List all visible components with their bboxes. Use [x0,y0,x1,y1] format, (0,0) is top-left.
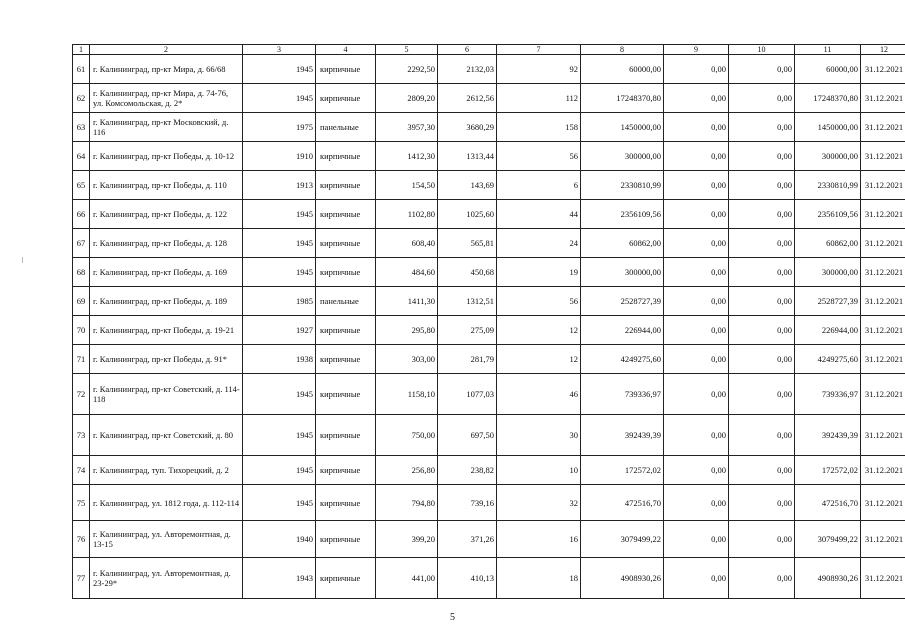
living-area-cell: 1313,44 [438,142,497,171]
table-row [73,258,905,287]
living-area-cell: 565,81 [438,229,497,258]
wall-material-cell: кирпичные [316,415,376,456]
cost-cell: 472516,70 [581,485,664,521]
wall-material-cell: кирпичные [316,258,376,287]
header-cell: 4 [316,45,376,55]
fund-cell: 0,00 [664,84,729,113]
address-cell: г. Калининград, пр-кт Победы, д. 189 [90,287,243,316]
year-built-cell: 1985 [243,287,316,316]
residents-cell: 10 [497,456,581,485]
row-number: 76 [73,521,90,558]
fund-cell: 0,00 [664,558,729,599]
address-cell: г. Калининград, пр-кт Победы, д. 122 [90,200,243,229]
living-area-cell: 2612,56 [438,84,497,113]
table-row [73,200,905,229]
total-area-cell: 750,00 [376,415,438,456]
row-number: 61 [73,55,90,84]
budget-cell: 0,00 [729,84,795,113]
row-number: 71 [73,345,90,374]
wall-material-cell: кирпичные [316,200,376,229]
address-cell: г. Калининград, пр-кт Московский, д. 116 [90,113,243,142]
total-cell: 2528727,39 [795,287,861,316]
living-area-cell: 371,26 [438,521,497,558]
header-cell: 9 [664,45,729,55]
residents-cell: 32 [497,485,581,521]
total-cell: 739336,97 [795,374,861,415]
budget-cell: 0,00 [729,171,795,200]
row-number: 70 [73,316,90,345]
cost-cell: 300000,00 [581,142,664,171]
living-area-cell: 450,68 [438,258,497,287]
address-cell: г. Калининград, пр-кт Победы, д. 19-21 [90,316,243,345]
year-built-cell: 1940 [243,521,316,558]
address-cell: г. Калининград, ул. 1812 года, д. 112-114 [90,485,243,521]
fund-cell: 0,00 [664,200,729,229]
header-row [73,45,905,55]
address-cell: г. Калининград, пр-кт Мира, д. 74-76, ул. Комсомольская, д. 2* [90,84,243,113]
total-area-cell: 608,40 [376,229,438,258]
total-cell: 226944,00 [795,316,861,345]
budget-cell: 0,00 [729,345,795,374]
wall-material-cell: кирпичные [316,171,376,200]
residents-cell: 46 [497,374,581,415]
row-number: 67 [73,229,90,258]
header-cell: 12 [861,45,905,55]
table-row [73,229,905,258]
cost-cell: 300000,00 [581,258,664,287]
total-cell: 472516,70 [795,485,861,521]
scan-mark [22,257,23,263]
fund-cell: 0,00 [664,229,729,258]
year-built-cell: 1945 [243,84,316,113]
total-area-cell: 303,00 [376,345,438,374]
date-cell: 31.12.2021 [861,316,905,345]
total-cell: 300000,00 [795,142,861,171]
date-cell: 31.12.2021 [861,171,905,200]
row-number: 66 [73,200,90,229]
budget-cell: 0,00 [729,287,795,316]
header-cell: 7 [497,45,581,55]
header-cell: 11 [795,45,861,55]
cost-cell: 4249275,60 [581,345,664,374]
address-cell: г. Калининград, пр-кт Советский, д. 80 [90,415,243,456]
table-row [73,485,905,521]
wall-material-cell: кирпичные [316,456,376,485]
total-cell: 60000,00 [795,55,861,84]
wall-material-cell: кирпичные [316,521,376,558]
address-cell: г. Калининград, пр-кт Победы, д. 110 [90,171,243,200]
living-area-cell: 410,13 [438,558,497,599]
budget-cell: 0,00 [729,113,795,142]
date-cell: 31.12.2021 [861,345,905,374]
living-area-cell: 238,82 [438,456,497,485]
total-area-cell: 2809,20 [376,84,438,113]
cost-cell: 60862,00 [581,229,664,258]
cost-cell: 17248370,80 [581,84,664,113]
date-cell: 31.12.2021 [861,200,905,229]
living-area-cell: 3680,29 [438,113,497,142]
total-area-cell: 1412,30 [376,142,438,171]
header-cell: 3 [243,45,316,55]
budget-cell: 0,00 [729,374,795,415]
total-area-cell: 1158,10 [376,374,438,415]
total-area-cell: 1102,80 [376,200,438,229]
cost-cell: 2330810,99 [581,171,664,200]
budget-cell: 0,00 [729,456,795,485]
date-cell: 31.12.2021 [861,84,905,113]
date-cell: 31.12.2021 [861,142,905,171]
cost-cell: 739336,97 [581,374,664,415]
cost-cell: 226944,00 [581,316,664,345]
wall-material-cell: кирпичные [316,316,376,345]
year-built-cell: 1975 [243,113,316,142]
page-number: 5 [450,612,455,623]
table-row [73,456,905,485]
total-area-cell: 399,20 [376,521,438,558]
living-area-cell: 1312,51 [438,287,497,316]
year-built-cell: 1945 [243,485,316,521]
address-cell: г. Калининград, ул. Авторемонтная, д. 13-15 [90,521,243,558]
residents-cell: 19 [497,258,581,287]
wall-material-cell: панельные [316,113,376,142]
address-cell: г. Калининград, пр-кт Советский, д. 114-118 [90,374,243,415]
year-built-cell: 1945 [243,200,316,229]
row-number: 65 [73,171,90,200]
total-area-cell: 256,80 [376,456,438,485]
budget-cell: 0,00 [729,200,795,229]
budget-cell: 0,00 [729,229,795,258]
residents-cell: 12 [497,316,581,345]
total-area-cell: 441,00 [376,558,438,599]
row-number: 69 [73,287,90,316]
table-row [73,374,905,415]
cost-cell: 2528727,39 [581,287,664,316]
address-cell: г. Калининград, пр-кт Победы, д. 169 [90,258,243,287]
address-cell: г. Калининград, пр-кт Победы, д. 128 [90,229,243,258]
year-built-cell: 1938 [243,345,316,374]
address-cell: г. Калининград, пр-кт Победы, д. 10-12 [90,142,243,171]
year-built-cell: 1943 [243,558,316,599]
total-area-cell: 1411,30 [376,287,438,316]
wall-material-cell: панельные [316,287,376,316]
wall-material-cell: кирпичные [316,84,376,113]
address-cell: г. Калининград, ул. Авторемонтная, д. 23-29* [90,558,243,599]
cost-cell: 2356109,56 [581,200,664,229]
header-cell: 5 [376,45,438,55]
table-row [73,558,905,599]
fund-cell: 0,00 [664,345,729,374]
total-cell: 2356109,56 [795,200,861,229]
residents-cell: 56 [497,287,581,316]
cost-cell: 60000,00 [581,55,664,84]
residents-cell: 30 [497,415,581,456]
header-cell: 1 [73,45,90,55]
total-area-cell: 794,80 [376,485,438,521]
table-body [73,55,905,599]
residents-cell: 6 [497,171,581,200]
date-cell: 31.12.2021 [861,456,905,485]
year-built-cell: 1945 [243,229,316,258]
wall-material-cell: кирпичные [316,55,376,84]
table-row [73,142,905,171]
fund-cell: 0,00 [664,142,729,171]
row-number: 62 [73,84,90,113]
fund-cell: 0,00 [664,374,729,415]
address-cell: г. Калининград, туп. Тихорецкий, д. 2 [90,456,243,485]
year-built-cell: 1945 [243,374,316,415]
total-area-cell: 154,50 [376,171,438,200]
budget-cell: 0,00 [729,142,795,171]
fund-cell: 0,00 [664,55,729,84]
date-cell: 31.12.2021 [861,287,905,316]
cost-cell: 4908930,26 [581,558,664,599]
fund-cell: 0,00 [664,316,729,345]
table-row [73,521,905,558]
address-cell: г. Калининград, пр-кт Мира, д. 66/68 [90,55,243,84]
total-cell: 172572,02 [795,456,861,485]
wall-material-cell: кирпичные [316,229,376,258]
fund-cell: 0,00 [664,171,729,200]
row-number: 74 [73,456,90,485]
residents-cell: 16 [497,521,581,558]
fund-cell: 0,00 [664,521,729,558]
total-cell: 392439,39 [795,415,861,456]
date-cell: 31.12.2021 [861,229,905,258]
date-cell: 31.12.2021 [861,415,905,456]
address-cell: г. Калининград, пр-кт Победы, д. 91* [90,345,243,374]
residents-cell: 112 [497,84,581,113]
year-built-cell: 1945 [243,258,316,287]
cost-cell: 3079499,22 [581,521,664,558]
header-cell: 2 [90,45,243,55]
row-number: 77 [73,558,90,599]
row-number: 63 [73,113,90,142]
cost-cell: 172572,02 [581,456,664,485]
header-cell: 6 [438,45,497,55]
living-area-cell: 281,79 [438,345,497,374]
fund-cell: 0,00 [664,113,729,142]
residents-cell: 92 [497,55,581,84]
date-cell: 31.12.2021 [861,55,905,84]
year-built-cell: 1945 [243,55,316,84]
row-number: 64 [73,142,90,171]
total-area-cell: 484,60 [376,258,438,287]
total-cell: 1450000,00 [795,113,861,142]
residents-cell: 158 [497,113,581,142]
budget-cell: 0,00 [729,258,795,287]
cost-cell: 1450000,00 [581,113,664,142]
table-row [73,113,905,142]
year-built-cell: 1945 [243,456,316,485]
living-area-cell: 739,16 [438,485,497,521]
row-number: 68 [73,258,90,287]
row-number: 72 [73,374,90,415]
fund-cell: 0,00 [664,287,729,316]
total-area-cell: 2292,50 [376,55,438,84]
year-built-cell: 1913 [243,171,316,200]
total-cell: 2330810,99 [795,171,861,200]
total-cell: 3079499,22 [795,521,861,558]
budget-cell: 0,00 [729,521,795,558]
wall-material-cell: кирпичные [316,485,376,521]
header-cell: 8 [581,45,664,55]
table-row [73,171,905,200]
date-cell: 31.12.2021 [861,521,905,558]
date-cell: 31.12.2021 [861,258,905,287]
table-row [73,84,905,113]
residents-cell: 24 [497,229,581,258]
budget-cell: 0,00 [729,316,795,345]
living-area-cell: 1077,03 [438,374,497,415]
year-built-cell: 1927 [243,316,316,345]
residents-cell: 18 [497,558,581,599]
wall-material-cell: кирпичные [316,558,376,599]
fund-cell: 0,00 [664,456,729,485]
total-cell: 17248370,80 [795,84,861,113]
residents-cell: 56 [497,142,581,171]
register-table-container [72,44,904,599]
cost-cell: 392439,39 [581,415,664,456]
header-cell: 10 [729,45,795,55]
table-row [73,287,905,316]
register-table [72,44,905,599]
year-built-cell: 1910 [243,142,316,171]
living-area-cell: 1025,60 [438,200,497,229]
budget-cell: 0,00 [729,415,795,456]
living-area-cell: 275,09 [438,316,497,345]
table-row [73,415,905,456]
date-cell: 31.12.2021 [861,485,905,521]
date-cell: 31.12.2021 [861,113,905,142]
total-cell: 300000,00 [795,258,861,287]
table-row [73,55,905,84]
year-built-cell: 1945 [243,415,316,456]
fund-cell: 0,00 [664,415,729,456]
total-cell: 4249275,60 [795,345,861,374]
date-cell: 31.12.2021 [861,374,905,415]
budget-cell: 0,00 [729,558,795,599]
total-cell: 60862,00 [795,229,861,258]
wall-material-cell: кирпичные [316,142,376,171]
wall-material-cell: кирпичные [316,345,376,374]
total-area-cell: 3957,30 [376,113,438,142]
fund-cell: 0,00 [664,485,729,521]
total-area-cell: 295,80 [376,316,438,345]
table-header [73,45,905,55]
row-number: 75 [73,485,90,521]
living-area-cell: 697,50 [438,415,497,456]
table-row [73,316,905,345]
table-row [73,345,905,374]
living-area-cell: 2132,03 [438,55,497,84]
living-area-cell: 143,69 [438,171,497,200]
fund-cell: 0,00 [664,258,729,287]
budget-cell: 0,00 [729,55,795,84]
wall-material-cell: кирпичные [316,374,376,415]
budget-cell: 0,00 [729,485,795,521]
total-cell: 4908930,26 [795,558,861,599]
date-cell: 31.12.2021 [861,558,905,599]
row-number: 73 [73,415,90,456]
residents-cell: 44 [497,200,581,229]
residents-cell: 12 [497,345,581,374]
